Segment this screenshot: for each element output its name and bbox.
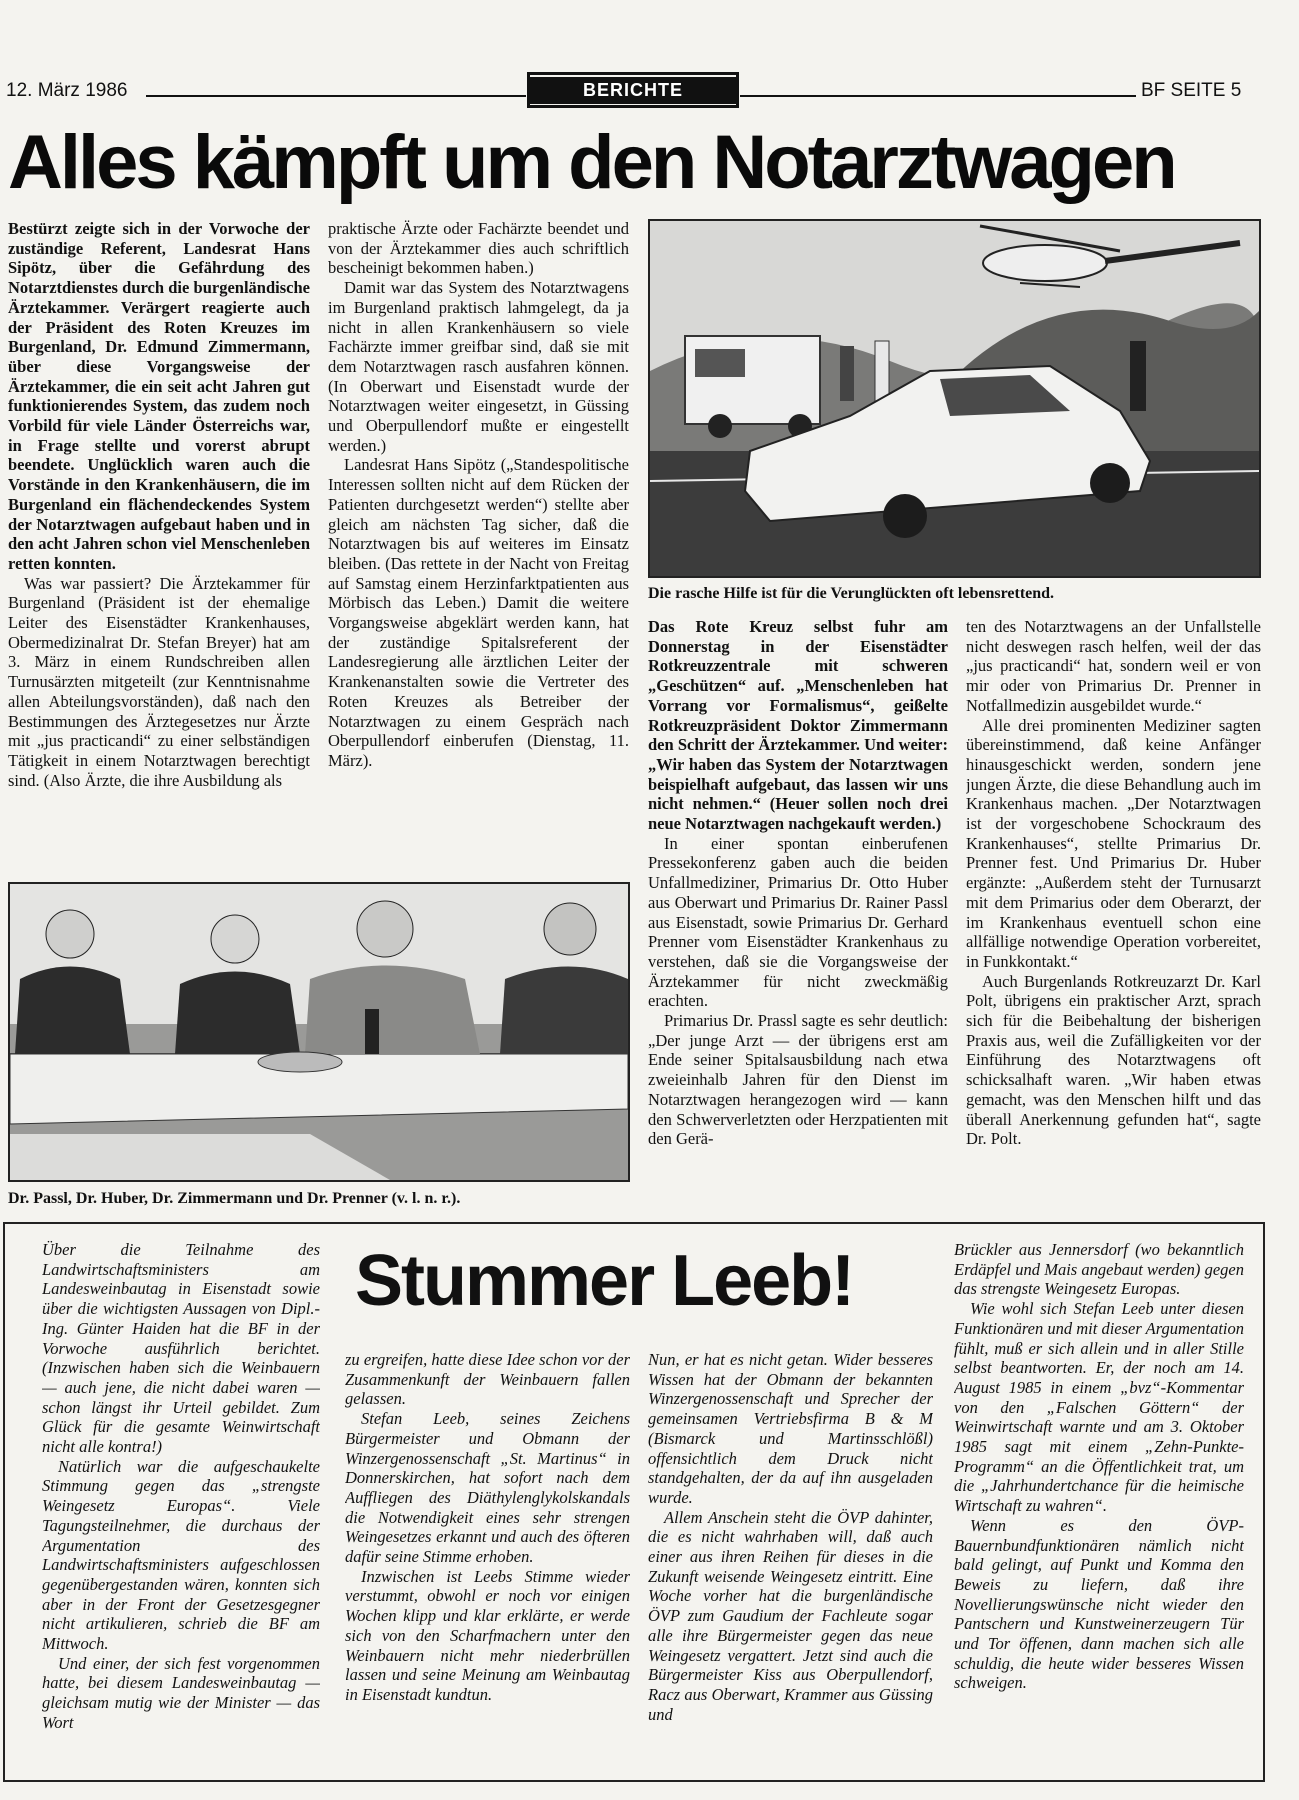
article2-paragraph: Nun, er hat es nicht getan. Wider besseres Wissen hat der Obmann der bekannten Winzergenossenschaft und Sprecher der gemeinsamen Vertriebsfirma B & M (Bismarck und Martinsschlößl) offensichtlich dem Druck nicht standgehalten, der da auf ihn ausgeladen wurde.	[648, 1350, 933, 1507]
article2-paragraph: Und einer, der sich fest vorgenommen hatte, bei diesem Landesweinbautag — gleichsam mutig wie der Minister — das Wort	[42, 1653, 320, 1732]
header-rule-left	[146, 95, 526, 97]
article1-column-2	[328, 219, 629, 867]
accident-photo-caption: Die rasche Hilfe ist für die Verunglückten oft lebensrettend.	[648, 585, 1055, 602]
press-conference-caption: Dr. Passl, Dr. Huber, Dr. Zimmermann und Dr. Prenner (v. l. n. r.).	[8, 1190, 461, 1207]
red-cross-statement: Das Rote Kreuz selbst fuhr am Donnerstag in der Eisenstädter Rotkreuzzentrale mit schweren „Geschützen“ auf. „Menschenleben hat Vorrang vor Formalismus“, geißelte Rotkreuzpräsident Doktor Zimmermann den Schritt der Ärztekammer. Und weiter: „Wir haben das System der Notarztwagen beispielhaft aufgebaut, das lassen wir uns nicht nehmen.“ (Heuer sollen noch drei neue Notarztwagen nachgekauft werden.)	[648, 617, 948, 834]
accident-photo-image	[650, 221, 1259, 576]
press-conference-photo	[8, 882, 630, 1182]
article2-paragraph: Brückler aus Jennersdorf (wo bekanntlich Erdäpfel und Mais angebaut werden) gegen das strengste Weingesetz Europas.	[954, 1240, 1244, 1299]
section-label: BERICHTE	[529, 77, 737, 104]
article1-paragraph: Was war passiert? Die Ärztekammer für Burgenland (Präsident ist der ehemalige Leiter des Eisenstädter Krankenhauses, Obermedizinalrat Dr. Stefan Breyer) hat am 3. März in einem Rundschreiben allen Turnusärzten mitgeteilt (zur Kenntnisnahme allen Abteilungsvorständen), daß nach den Bestimmungen des Ärztegesetzes nur Ärzte mit „jus practicandi“ zu einer selbständigen Tätigkeit in einem Notarztwagen berechtigt sind. (Also Ärzte, die ihre Ausbildung als	[8, 573, 310, 790]
press-conference-photo-image	[10, 884, 628, 1180]
article2-column-1	[42, 1240, 320, 1775]
article1-paragraph: ten des Notarztwagens an der Unfallstelle nicht deswegen rasch helfen, weil der das „jus practicandi“ hat, sondern weil er von mir oder von Primarius Dr. Prenner in Notfallmedizin ausgebildet wurde.“	[966, 617, 1261, 715]
article1-paragraph: Landesrat Hans Sipötz („Standespolitische Interessen sollten nicht auf dem Rücken der Patienten durchgesetzt werden“) stellte aber gleich am nächsten Tag sicher, daß die Notarztwagen bis auf weiteres im Einsatz bleiben. (Das rettete in der Nacht von Freitag auf Samstag einem Herzinfarktpatienten aus Mörbisch das Leben.) Damit die weitere Vorgangsweise abgeklärt werden kann, hat der zuständige Spitalsreferent der Landesregierung alle ärztlichen Leiter der Krankenanstalten sowie die Vertreter des Roten Kreuzes als Betreiber der Notarztwagen zu einem Gespräch nach Oberpullendorf einberufen (Dienstag, 11. März).	[328, 455, 629, 770]
article2-headline: Stummer Leeb!	[355, 1241, 854, 1321]
article1-paragraph: In einer spontan einberufenen Pressekonferenz gaben auch die beiden Unfallmediziner, Primarius Dr. Otto Huber aus Oberwart und Primarius Dr. Rainer Passl aus Eisenstadt, sowie Primarius Dr. Gerhard Prenner vom Eisenstädter Krankenhaus zu verstehen, daß sie die Vorgangsweise der Ärztekammer für nicht zweckmäßig erachten.	[648, 833, 948, 1011]
article2-paragraph: Wenn es den ÖVP-Bauernbundfunktionären nämlich nicht bald gelingt, auf Punkt und Komma den Beweis zu liefern, daß ihre Novellierungswünsche nicht wieder den Pantschern und Kunstweinerzeugern Tür und Tor öffenen, dann machen sich alle schuldig, die heute wider besseres Wissen schweigen.	[954, 1515, 1244, 1693]
article2-paragraph: Über die Teilnahme des Landwirtschaftsministers am Landesweinbautag in Eisenstadt sowie über die wichtigsten Aussagen von Dipl.-Ing. Günter Haiden hat die BF in der Vorwoche ausführlich berichtet. (Inzwischen haben sich die Weinbauern — auch jene, die nicht dabei waren — schon längst ihr Urteil gebildet. Zum Glück für die gesamte Weinwirtschaft nicht alle kontra!)	[42, 1240, 320, 1457]
accident-photo	[648, 219, 1261, 578]
header-rule-right	[740, 95, 1136, 97]
issue-date: 12. März 1986	[6, 80, 128, 101]
article1-paragraph: Damit war das System des Notarztwagens im Burgenland praktisch lahmgelegt, da ja nicht in allen Krankenhäusern so viele Fachärzte immer greifbar sind, daß sie mit dem Notarztwagen rasch ausfahren können. (In Oberwart und Eisenstadt wurde der Notarztwagen weiter eingesetzt, in Güssing und Oberpullendorf mußte er eingestellt werden.)	[328, 278, 629, 455]
article1-paragraph: praktische Ärzte oder Fachärzte beendet und von der Ärztekammer dies auch schriftlich bescheinigt bekommen haben.)	[328, 219, 629, 278]
page-number: BF SEITE 5	[1141, 80, 1242, 101]
article1-paragraph: Primarius Dr. Prassl sagte es sehr deutlich: „Der junge Arzt — der übrigens erst am Ende seiner Spitalsausbildung nach etwa zweieinhalb Jahren für den Dienst im Notarztwagen herangezogen wird — kann den Schwerverletzten oder Herzpatienten mit den Gerä-	[648, 1011, 948, 1149]
section-label-box	[527, 72, 739, 108]
article-headline: Alles kämpft um den Notarztwagen	[8, 120, 1175, 205]
article1-paragraph: Auch Burgenlands Rotkreuzarzt Dr. Karl Polt, übrigens ein praktischer Arzt, sprach sich für die Beibehaltung der bisherigen Praxis aus, weil die Zufälligkeiten vor der Einführung des Notarztwagens oft schicksalhaft waren. „Wir haben etwas gemacht, was den Menschen hilft und das überall Anerkennung gefunden hat“, sagte Dr. Polt.	[966, 971, 1261, 1149]
article1-lead: Bestürzt zeigte sich in der Vorwoche der zuständige Referent, Landesrat Hans Sipötz, über die Gefährdung des Notarztdienstes durch die burgenländische Ärztekammer. Verärgert reagierte auch der Präsident des Roten Kreuzes im Burgenland, Dr. Edmund Zimmermann, über diese Vorgangsweise der Ärztekammer, die ein seit acht Jahren gut funktionierendes System, das zudem noch Vorbild für viele Länder Österreichs war, in Frage stellte und vorerst abrupt beendete. Unglücklich waren auch die Vorstände in den Krankenhäusern, die im Burgenland ein flächendeckendes System der Notarztwagen aufgebaut haben und in den acht Jahren schon viel Menschenleben retten konnten.	[8, 219, 310, 573]
article1-paragraph: Alle drei prominenten Mediziner sagten übereinstimmend, daß keine Anfänger hinausgeschickt werden, sondern jene jungen Ärzte, die diese Behandlung auch im Krankenhaus machen. „Der Notarztwagen ist der vorgeschobene Schockraum des Krankenhauses“, stellte Primarius Dr. Prenner fest. Und Primarius Dr. Huber ergänzte: „Außerdem steht der Turnusarzt mit dem Primarius oder dem Oberarzt, der im Krankenhaus eventuell schon eine allfällige notwendige Operation vorbereitet, in Funkkontakt.“	[966, 715, 1261, 971]
article1-column-3	[648, 617, 948, 1202]
article2-paragraph: Inzwischen ist Leebs Stimme wieder verstummt, obwohl er noch vor einigen Wochen klipp und klar erklärte, er werde sich von den Scharfmachern unter den Weinbauern nicht mehr niederbrüllen lassen und seine Meinung am Weinbautag in Eisenstadt kundtun.	[345, 1566, 630, 1704]
article1-column-4	[966, 617, 1261, 1202]
article2-paragraph: Allem Anschein steht die ÖVP dahinter, die es nicht wahrhaben will, daß auch einer aus ihren Reihen für dieses in die Zukunft weisende Weingesetz eintritt. Eine Woche vorher hat die burgenländische ÖVP zum Gaudium der Fachleute sogar alle ihre Bürgermeister gegen das neue Weingesetz vergattert. Jetzt sind auch die Bürgermeister Kiss aus Oberpullendorf, Racz aus Oberwart, Krammer aus Güssing und	[648, 1507, 933, 1724]
article2-paragraph: Stefan Leeb, seines Zeichens Bürgermeister und Obmann der Winzergenossenschaft „St. Martinus“ in Donnerskirchen, hat sofort nach dem Auffliegen des Diäthylenglykolskandals die Notwendigkeit eines sehr strengen Weingesetzes erkannt und auch des öfteren dafür seine Stimme erhoben.	[345, 1409, 630, 1567]
article2-paragraph: zu ergreifen, hatte diese Idee schon vor der Zusammenkunft der Weinbauern fallen gelassen.	[345, 1350, 630, 1409]
article1-column-1	[8, 219, 310, 867]
article2-paragraph: Wie wohl sich Stefan Leeb unter diesen Funktionären und mit dieser Argumentation fühlt, muß er sich allein und in aller Stille selbst beantworten. Er, der noch am 14. August 1985 in einem „bvz“-Kommentar von den „Falschen Göttern“ der Weinwirtschaft warnte und am 3. Oktober 1985 sagt mit einem „Zehn-Punkte-Programm“ an die Öffentlichkeit trat, um die „Jahrhundertchance für die heimische Wirtschaft zu wahren“.	[954, 1299, 1244, 1516]
article2-column-4	[954, 1240, 1244, 1775]
article2-column-3	[648, 1350, 933, 1775]
article2-paragraph: Natürlich war die aufgeschaukelte Stimmung gegen das „strengste Weingesetz Europas“. Viele Tagungsteilnehmer, die durchaus der Argumentation des Landwirtschaftsministers aufgeschlossen gegenübergestanden wären, konnten sich aber in der Front der Gesetzesgegner nicht artikulieren, schrieb die BF am Mittwoch.	[42, 1456, 320, 1654]
article2-column-2	[345, 1350, 630, 1775]
